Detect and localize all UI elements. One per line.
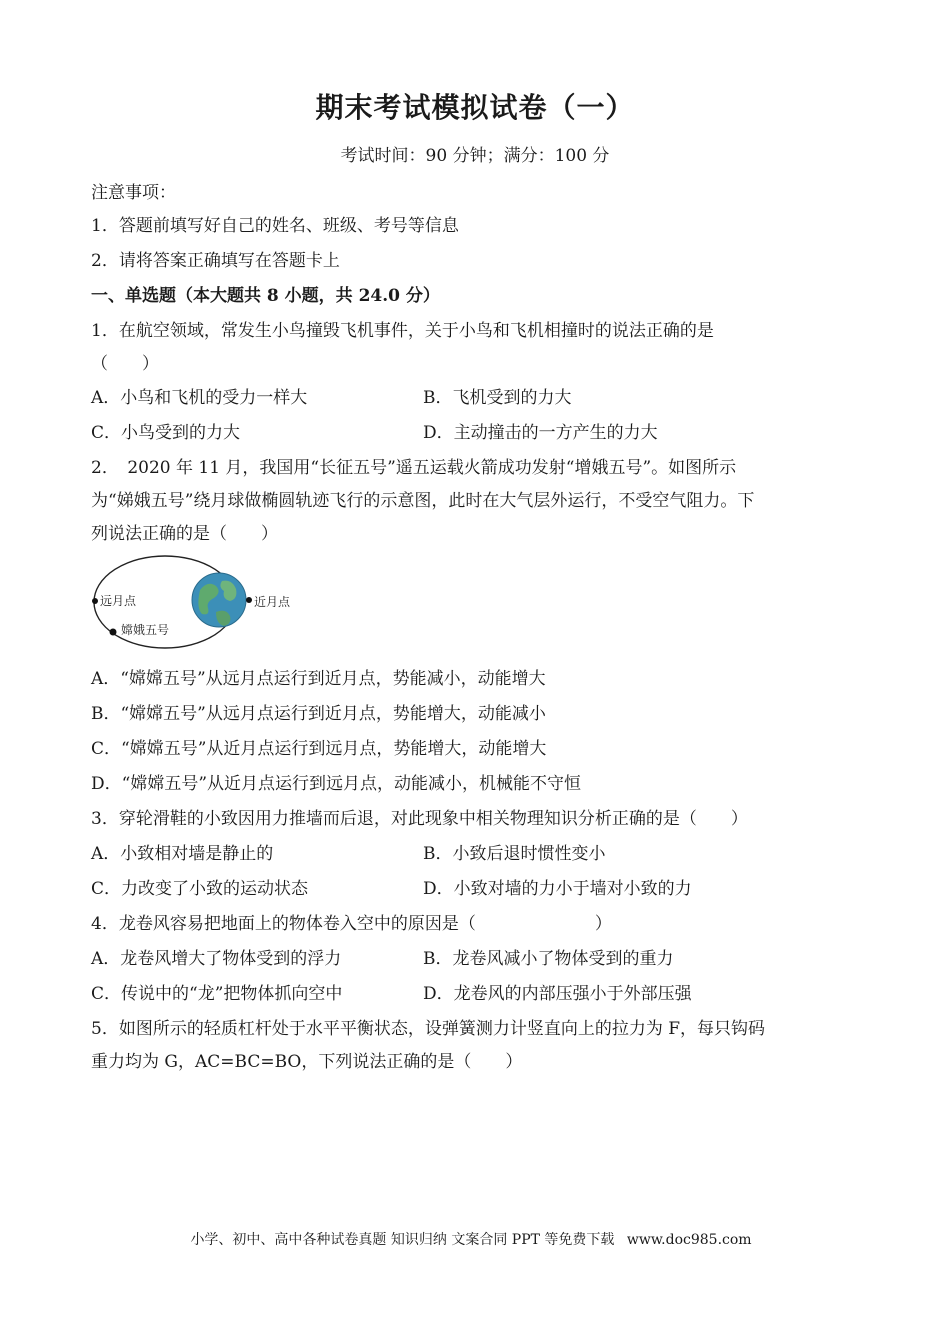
question-stem: 3．穿轮滑鞋的小致因用力推墙而后退，对此现象中相关物理知识分析正确的是（ ）: [91, 809, 748, 829]
option-d: D．小致对墙的力小于墙对小致的力: [423, 879, 692, 899]
exam-info: 考试时间：90 分钟；满分：100 分: [340, 146, 610, 166]
option-a: A．小致相对墙是静止的: [91, 844, 274, 864]
option-c: C．小鸟受到的力大: [91, 423, 241, 443]
option-c: C．力改变了小致的运动状态: [91, 879, 309, 899]
option-a: A．“嫦嫦五号”从远月点运行到近月点，势能减小，动能增大: [91, 669, 546, 689]
footer-text: 小学、初中、高中各种试卷真题 知识归纳 文案合同 PPT 等免费下载: [190, 1232, 615, 1248]
notes-heading: 注意事项：: [91, 183, 176, 203]
option-c: C．传说中的“龙”把物体抓向空中: [91, 984, 343, 1004]
note-item: 1．答题前填写好自己的姓名、班级、考号等信息: [91, 216, 459, 236]
question-stem: 2． 2020 年 11 月，我国用“长征五号”遥五运载火箭成功发射“增娥五号”。如图所示: [91, 458, 737, 478]
option-d: D．主动撞击的一方产生的力大: [423, 423, 658, 443]
question-stem: 4．龙卷风容易把地面上的物体卷入空中的原因是（ ）: [91, 914, 612, 934]
near-point-dot: [246, 597, 252, 603]
spacecraft-dot: [110, 629, 117, 636]
question-stem: 重力均为 G，AC=BC=BO，下列说法正确的是（ ）: [91, 1052, 523, 1072]
question-stem: 5．如图所示的轻质杠杆处于水平平衡状态，设弹簧测力计竖直向上的拉力为 F，每只钩码: [91, 1019, 766, 1039]
footer-link[interactable]: www.doc985.com: [626, 1232, 752, 1248]
option-b: B．龙卷风减小了物体受到的重力: [423, 949, 674, 969]
option-c: C．“嫦嫦五号”从近月点运行到远月点，势能增大，动能增大: [91, 739, 547, 759]
option-b: B．“嫦嫦五号”从远月点运行到近月点，势能增大，动能减小: [91, 704, 546, 724]
option-d: D．“嫦嫦五号”从近月点运行到远月点，动能减小，机械能不守恒: [91, 774, 582, 794]
note-item: 2．请将答案正确填写在答题卡上: [91, 251, 340, 271]
option-a: A．龙卷风增大了物体受到的浮力: [91, 949, 342, 969]
page-footer: [0, 1229, 950, 1249]
orbit-figure: [88, 548, 308, 656]
question-stem: 为“娣娥五号”绕月球做椭圆轨迹飞行的示意图，此时在大气层外运行，不受空气阻力。下: [91, 491, 755, 511]
question-stem: 1．在航空领域，常发生小鸟撞毁飞机事件，关于小鸟和飞机相撞时的说法正确的是: [91, 321, 714, 341]
option-d: D．龙卷风的内部压强小于外部压强: [423, 984, 692, 1004]
far-point-label: 远月点: [100, 594, 137, 608]
far-point-dot: [92, 598, 98, 604]
question-stem: 列说法正确的是（ ）: [91, 524, 278, 544]
option-b: B．小致后退时惯性变小: [423, 844, 606, 864]
near-point-label: 近月点: [254, 595, 291, 609]
section-heading: 一、单选题（本大题共 8 小题，共 24.0 分）: [91, 286, 440, 306]
option-b: B．飞机受到的力大: [423, 388, 572, 408]
spacecraft-label: 嫦娥五号: [121, 623, 170, 637]
answer-paren: （ ）: [91, 354, 159, 374]
option-a: A．小鸟和飞机的受力一样大: [91, 388, 308, 408]
page-title: 期末考试模拟试卷（一）: [315, 91, 635, 124]
moon-icon: [192, 573, 246, 627]
